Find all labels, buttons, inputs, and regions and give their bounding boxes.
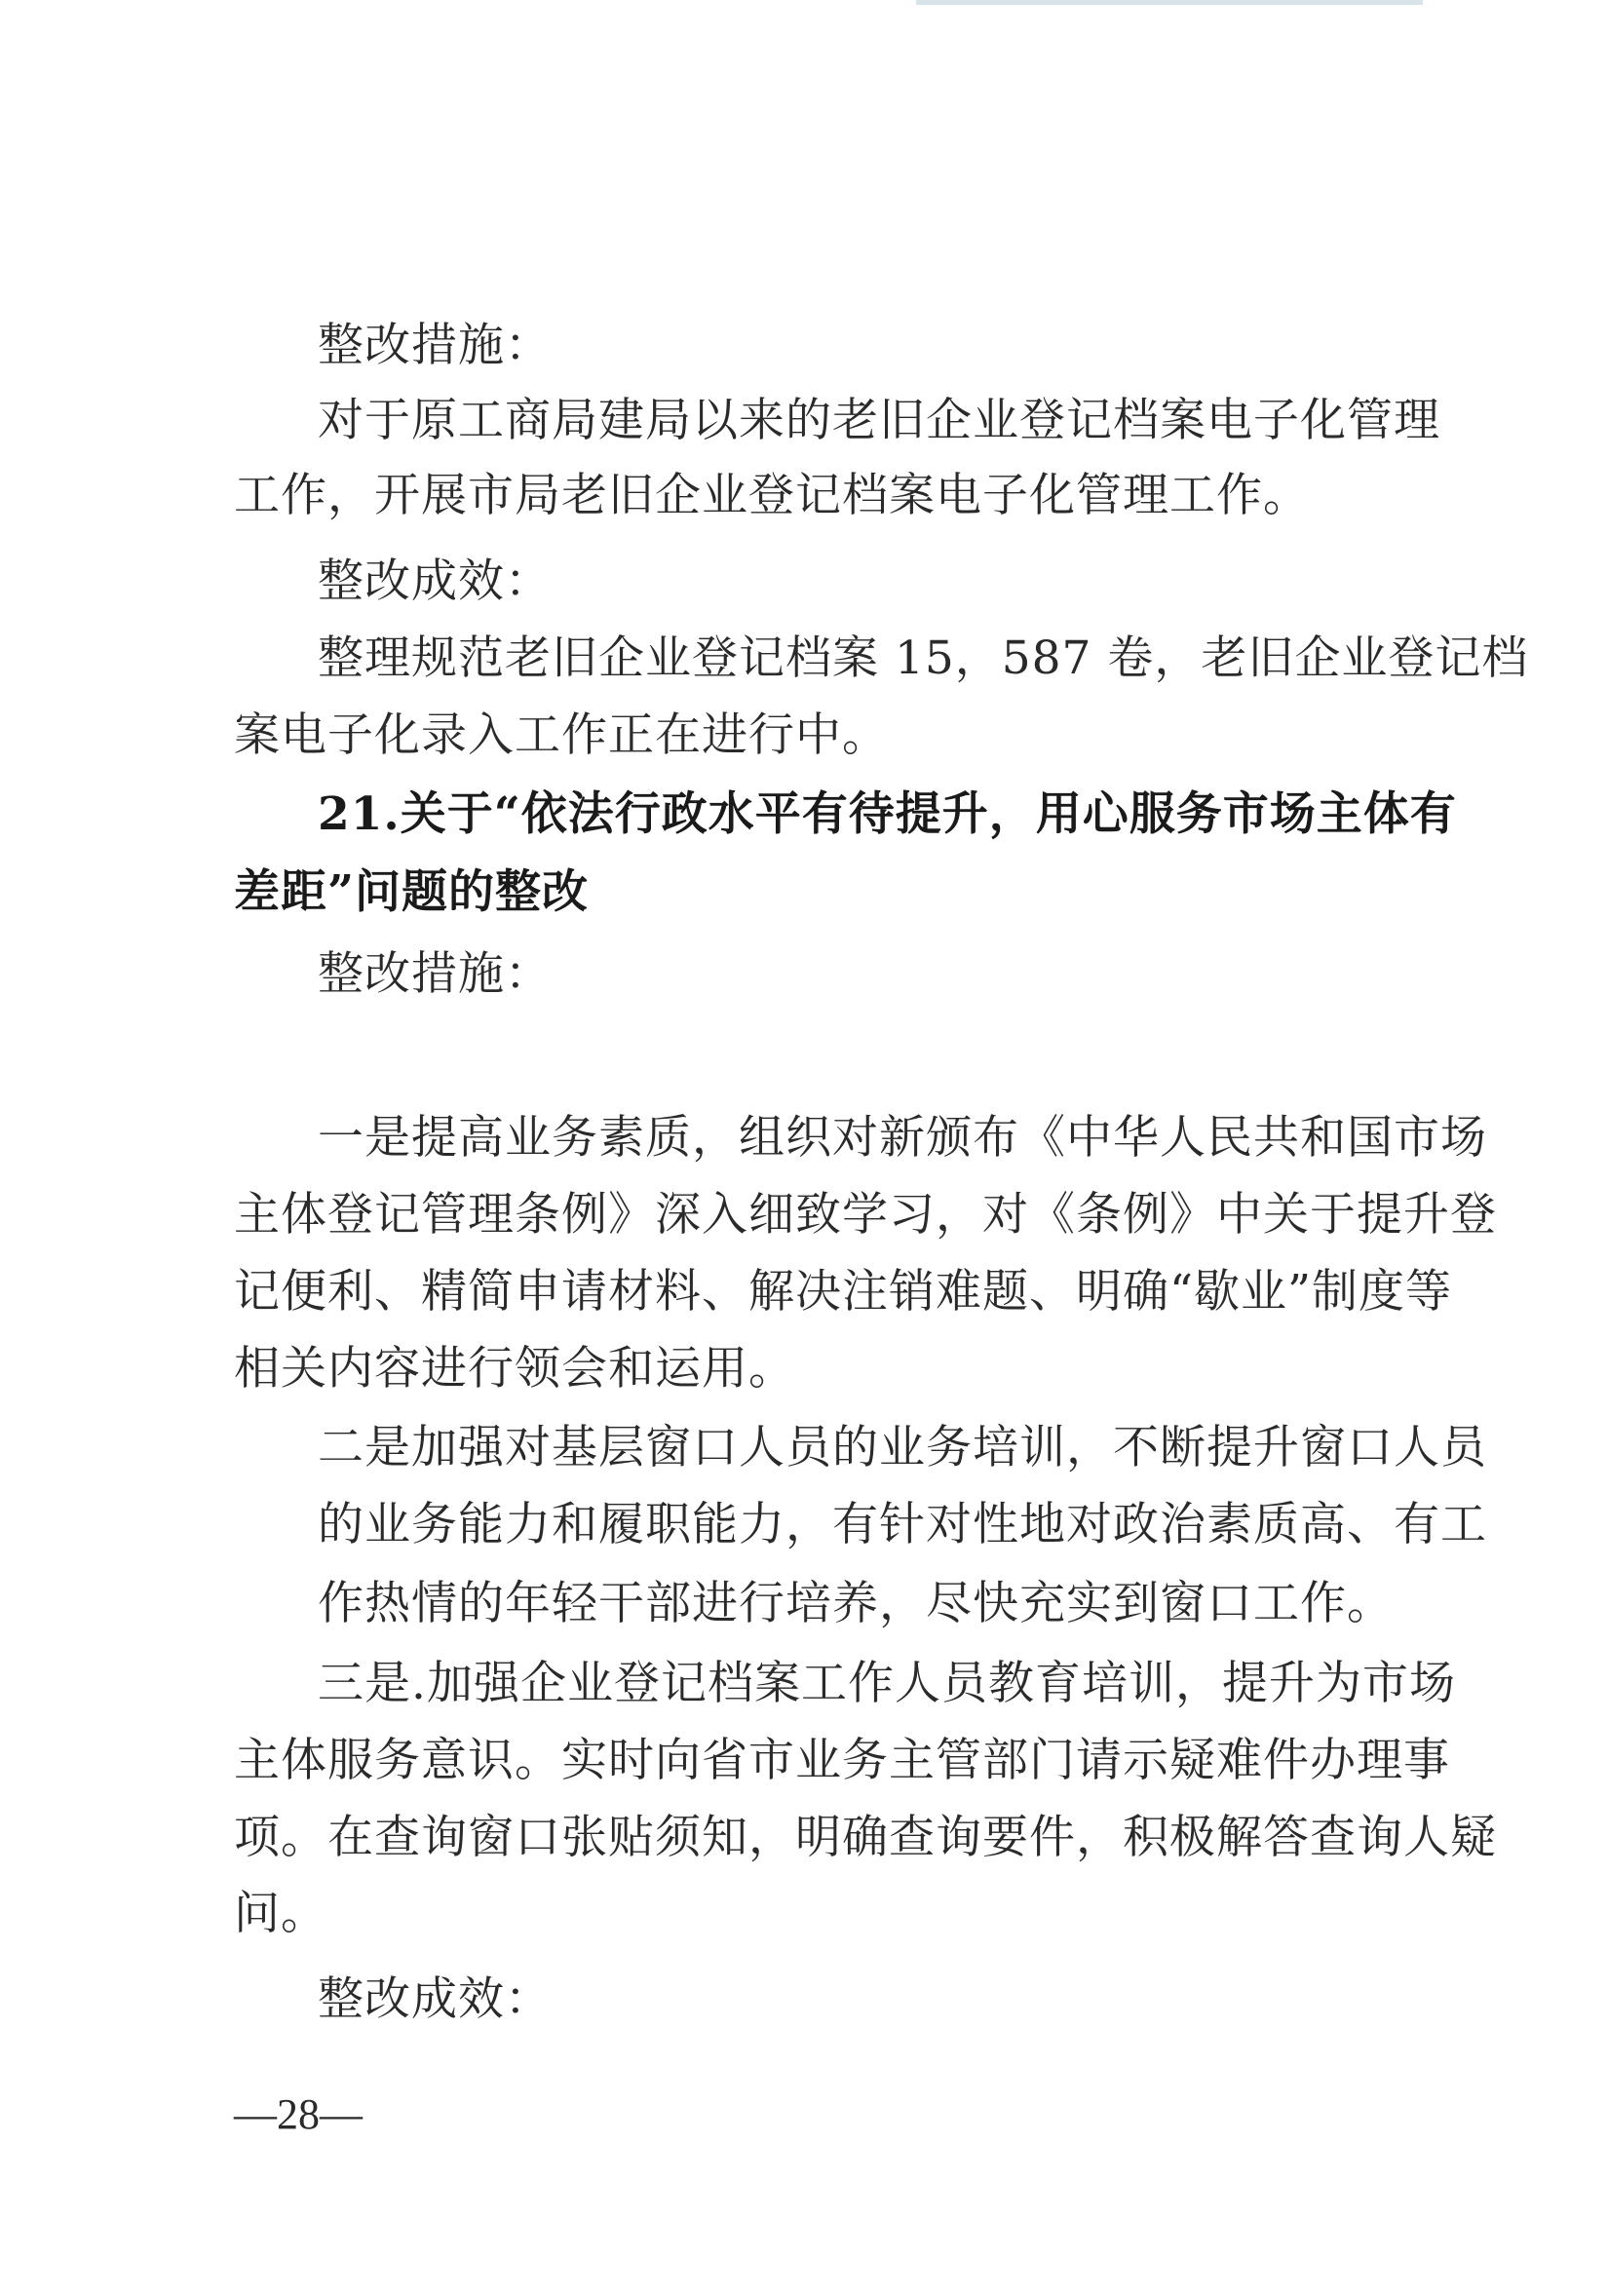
body-text-line: 三是.加强企业登记档案工作人员教育培训，提升为市场 (318, 1657, 1456, 1710)
body-text-line: 相关内容进行领会和运用。 (234, 1342, 795, 1396)
body-text-line: 项。在查询窗口张贴须知，明确查询要件，积极解答查询人疑 (234, 1811, 1497, 1864)
body-text-line: 二是加强对基层窗口人员的业务培训，不断提升窗口人员 (318, 1421, 1487, 1474)
body-text-line: 一是提高业务素质，组织对新颁布《中华人民共和国市场 (318, 1111, 1487, 1165)
body-text-line: 记便利、精简申请材料、解决注销难题、明确“歇业”制度等 (234, 1265, 1453, 1319)
results-label: 整改成效： (318, 1972, 552, 2026)
body-text-line: 对于原工商局建局以来的老旧企业登记档案电子化管理 (318, 394, 1440, 447)
body-text-line: 的业务能力和履职能力，有针对性地对政治素质高、有工 (318, 1498, 1487, 1551)
measures-label: 整改措施： (318, 947, 552, 1001)
body-text-line: 案电子化录入工作正在进行中。 (234, 708, 889, 762)
body-text-line: 工作，开展市局老旧企业登记档案电子化管理工作。 (234, 469, 1310, 522)
section-heading-continued: 差距”问题的整改 (234, 865, 590, 919)
body-text-line: 问。 (234, 1887, 327, 1940)
section-heading: 21.关于“依法行政水平有待提升，用心服务市场主体有 (318, 787, 1457, 841)
body-text-line: 整理规范老旧企业登记档案 15，587 卷，老旧企业登记档 (318, 631, 1529, 685)
body-text-line: 主体服务意识。实时向省市业务主管部门请示疑难件办理事 (234, 1734, 1450, 1787)
measures-label: 整改措施： (318, 319, 552, 372)
top-edge-rule (916, 0, 1423, 5)
results-label: 整改成效： (318, 555, 552, 608)
body-text-line: 主体登记管理条例》深入细致学习，对《条例》中关于提升登 (234, 1188, 1497, 1242)
page-number: —28— (234, 2090, 363, 2138)
body-text-line: 作热情的年轻干部进行培养，尽快充实到窗口工作。 (318, 1577, 1394, 1630)
